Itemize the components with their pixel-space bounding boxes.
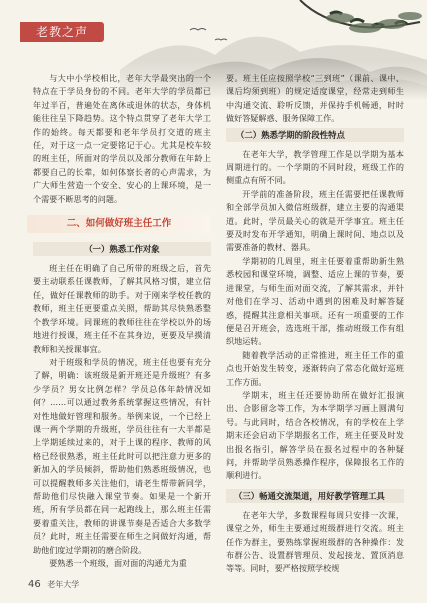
subsection-heading: （二）熟悉学期的阶段性特点 <box>226 128 404 142</box>
body-paragraph: 与大中小学校相比，老年大学最突出的一个特点在于学员身份的不同。老年大学的学员都已年过半百，普遍处在离休或退休的状态，身体机能往往呈下降趋势。这个特点贯穿了老年大学工作的始终。每天都要和老年学员打交道的班主任，对于这一点一定要铭记于心。尤其是校车较的班主任，所面对的学员以及部分教师在年龄上都要自己的长辈，如何体察长者的心声需求，为广大师生营造一个安全、安心的上课环境，是一个需要不断思考的问题。 <box>33 73 211 204</box>
page-number: 46 <box>28 579 41 590</box>
body-paragraph: 学期末，班主任还要协助所在做好汇报演出、合影留念等工作，为本学期学习画上圆满句号。与此同时，结合各校情况，有的学校在上学期末还会启动下学期报名工作，班主任要及时发出报名指引，解答学员在报名过程中的各种疑问，并帮助学员熟悉操作程序，保障报名工作的顺利进行。 <box>226 389 404 481</box>
body-paragraph: 随着教学活动的正常推进，班主任工作的重点也开始发生转变，逐渐转向了常态化做好巡班工作方面。 <box>226 349 404 387</box>
body-paragraph: 学期初的几周里，班主任要着重帮助新生熟悉校园和课堂环境，调整、适应上课的节奏，要进课堂，与师生面对面交流，了解其需求，并针对他们在学习、活动中遇到的困难及时解答疑惑，提醒其注意相关事项。还有一项重要的工作便是召开班会，选选班干部，推动班级工作有组织地运转。 <box>226 255 404 347</box>
body-paragraph: 开学前的准备阶段，班主任需要把任课教师和全部学员加入微信班级群，建立主要的沟通渠道。此时，学员最关心的就是开学事宜。班主任要及时发布开学通知，明确上课时间、地点以及需要准备的教材、器具。 <box>226 188 404 253</box>
subsection-heading: （三）畅通交流渠道，用好教学管理工具 <box>226 489 404 503</box>
body-paragraph: 要熟悉一个班级，面对面的沟通尤为重 <box>49 558 187 568</box>
page-footer <box>28 579 79 590</box>
body-paragraph: 在老年大学，多数课程每周只安排一次课，课堂之外，师生主要通过班级群进行交流。班主任作为群主，要熟练掌握班级群的各种操作：发布群公告、设置群管理员、发起接龙、置顶消息等等。同时，要严格按照学校规 <box>226 509 404 574</box>
magazine-name: 老年大学 <box>47 580 80 589</box>
section-tag: 老教之声 <box>20 22 104 42</box>
body-paragraph: 对于班级和学员的情况，班主任也要有充分了解，明确：该班级是新开班还是升级班？有多少学员？男女比例怎样？学员总体年龄情况如何？……可以通过教务系统掌握这些情况，有针对性地做好管理和服务。举例来说，一个已经上课一两个学期的升级班，学员往往有一大半都是上学期延续过来的，对于上课的程序、教师的风格已经很熟悉，班主任此时可以把注意力更多的新加入的学员倾斜，帮助他们熟悉班级情况，也可以提醒教师多关注他们，请老生帮带新同学，帮助他们尽快融入课堂节奏。如果是一个新开班，所有学员都在同一起跑线上，那么班主任需要着重关注，教师的讲课节奏是否适合大多数学员？此时，班主任需要在师生之间做好沟通，帮助他们度过学期初的磨合阶段。 <box>33 356 211 555</box>
left-column <box>33 72 211 570</box>
body-paragraph: 班主任在明确了自己所带的班级之后，首先要主动联系任课教师，了解其风格习惯，建立信任，做好任课教师的助手。对于刚来学校任教的教师，班主任更要重点关照，帮助其尽快熟悉整个教学环境。同课班的教师往往在学校以外的场地进行授课，班主任不在其身边，更要及早摸清教师和关授课事宜。 <box>33 263 211 354</box>
section-heading: 二、如何做好班主任工作 <box>27 215 211 233</box>
right-column <box>226 72 404 576</box>
body-paragraph: 在老年大学，教学管理工作是以学期为基本周期进行的。一个学期的不同时段，班级工作的侧重点有所不同。 <box>226 148 404 186</box>
body-paragraph: 要。班主任应按照学校“三到班”（课前、课中、课后均须到班）的规定适度课堂，经常走到师生中沟通交流、聆听反馈，并保持手机畅通，时时做好答疑解惑、服务保障工作。 <box>226 73 404 124</box>
subsection-heading: （一）熟悉工作对象 <box>33 242 211 256</box>
